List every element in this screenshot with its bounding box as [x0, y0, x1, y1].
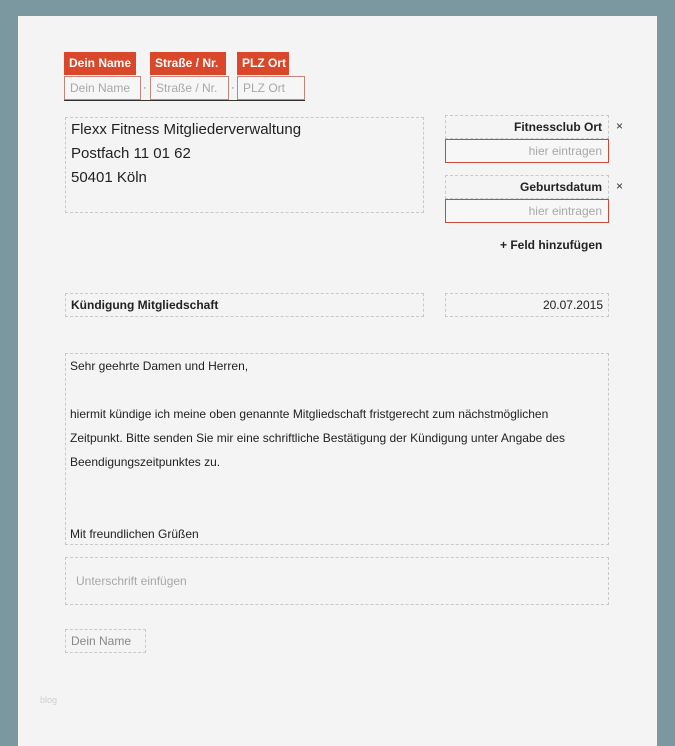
signature-field[interactable]: Unterschrift einfügen [65, 557, 609, 605]
sender-underline [64, 100, 305, 101]
closing: Mit freundlichen Grüßen [70, 527, 199, 541]
sender-name-tag: Dein Name [64, 52, 136, 75]
sender-separator: · [231, 82, 235, 94]
close-icon[interactable]: × [616, 119, 624, 133]
add-field-button[interactable]: + Feld hinzufügen [500, 238, 603, 252]
watermark: blog [40, 695, 58, 705]
recipient-line-2: Postfach 11 01 62 [71, 145, 191, 162]
field-geburtsdatum-input[interactable]: hier eintragen [445, 199, 609, 223]
sender-separator: · [143, 82, 147, 94]
sender-city-input[interactable]: PLZ Ort [237, 76, 305, 100]
recipient-line-3: 50401 Köln [71, 169, 147, 186]
date-field[interactable]: 20.07.2015 [445, 293, 609, 317]
field-geburtsdatum-label: Geburtsdatum [445, 175, 609, 199]
letter-body[interactable] [65, 353, 609, 545]
subject-field[interactable]: Kündigung Mitgliedschaft [65, 293, 424, 317]
sender-street-input[interactable]: Straße / Nr. [150, 76, 229, 100]
body-paragraph-line: hiermit kündige ich meine oben genannte Mitgliedschaft fristgerecht zum nächstmöglichen [70, 407, 549, 421]
sender-street-tag: Straße / Nr. [150, 52, 226, 75]
sender-city-tag: PLZ Ort [237, 52, 289, 75]
recipient-line-1: Flexx Fitness Mitgliederverwaltung [71, 121, 302, 138]
close-icon[interactable]: × [616, 179, 624, 193]
letter-page [18, 16, 657, 746]
sender-name-input[interactable]: Dein Name [64, 76, 141, 100]
recipient-address[interactable] [65, 117, 424, 213]
signer-name-field[interactable]: Dein Name [65, 629, 146, 653]
field-fitnessclub-ort-input[interactable]: hier eintragen [445, 139, 609, 163]
field-fitnessclub-ort-label: Fitnessclub Ort [445, 115, 609, 139]
body-paragraph-line: Beendigungszeitpunktes zu. [70, 455, 221, 469]
salutation: Sehr geehrte Damen und Herren, [70, 359, 249, 373]
body-paragraph-line: Zeitpunkt. Bitte senden Sie mir eine schriftliche Bestätigung der Kündigung unter Angabe des [70, 431, 565, 445]
